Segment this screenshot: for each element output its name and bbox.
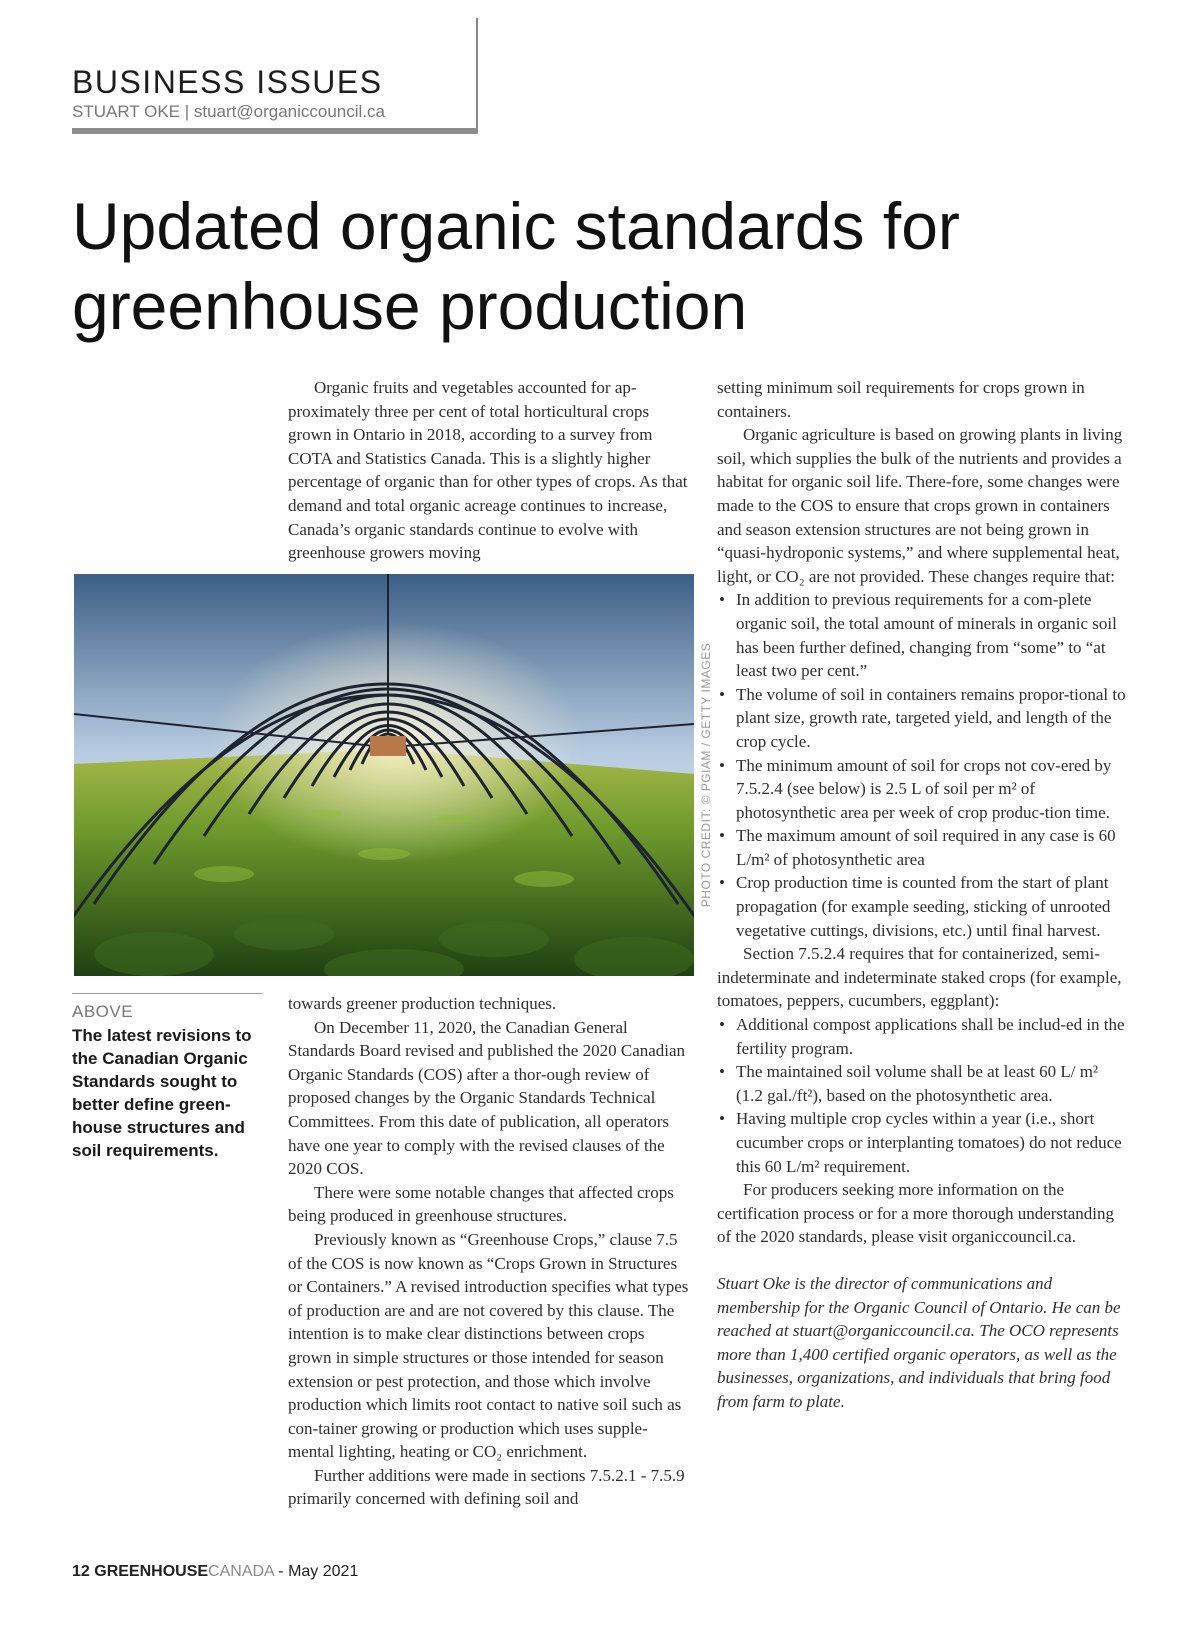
- author-bio: Stuart Oke is the director of communications and membership for the Organic Council of Ontario. He can be reached at stuart@organiccouncil.ca. The OCO represents more than 1,400 certified organic operators, as well as the businesses, organizations, and individuals that bring food from farm to plate.: [717, 1273, 1121, 1411]
- header-divider-horizontal: [72, 128, 478, 134]
- paragraph: Previously known as “Greenhouse Crops,” clause 7.5 of the COS is now known as “Crops Grown in Structures or Containers.” A revised introduction specifies what types of production are and are not covered by this clause. The intention is to make clear distinctions between crops grown in simple structures or those intended for season extension or pest protection, and those which involve production which limits root contact to native soil such as con-tainer growing or production which uses supple-mental lighting, heating or CO₂ enrichment.: [288, 1229, 689, 1462]
- paragraph: On December 11, 2020, the Canadian General Standards Board revised and published the 2020 Canadian Organic Standards (COS) after a thor-ough review of proposed changes by the Organic Standards Technical Committees. From this date of publication, all operators have one year to comply with the revised clauses of the 2020 COS.: [288, 1017, 686, 1179]
- paragraph: towards greener production techniques.: [288, 994, 557, 1013]
- caption-kicker: ABOVE: [72, 1002, 134, 1021]
- issue-date: - May 2021: [278, 1563, 359, 1580]
- caption-divider: [72, 993, 262, 994]
- article-column-3: [717, 376, 1129, 1414]
- photo-caption: The latest revisions to the Canadian Organic Standards sought to better define green-house structures and soil requirements.: [72, 1026, 252, 1160]
- list-item: • The maintained soil volume shall be at least 60 L/ m² (1.2 gal./ft²), based on the photosynthetic area.: [717, 1060, 1129, 1107]
- paragraph: Further additions were made in sections 7.5.2.1 - 7.5.9 primarily concerned with defining soil and: [288, 1465, 685, 1509]
- list-item: • Additional compost applications shall be includ-ed in the fertility program.: [717, 1013, 1129, 1060]
- paragraph: setting minimum soil requirements for crops grown in containers.: [717, 378, 1085, 421]
- list-item: • Crop production time is counted from the start of plant propagation (for example seeding, sticking of unrooted vegetative cuttings, divisions, etc.) until final harvest.: [717, 871, 1129, 942]
- section-label: BUSINESS ISSUES: [72, 64, 383, 100]
- requirements-list: [717, 588, 1129, 942]
- byline: STUART OKE | stuart@organiccouncil.ca: [72, 102, 385, 121]
- section-7524-list: [717, 1013, 1129, 1178]
- paragraph: There were some notable changes that affected crops being produced in greenhouse structures.: [288, 1182, 674, 1226]
- paragraph: Organic agriculture is based on growing plants in living soil, which supplies the bulk of the nutrients and provides a habitat for organic soil life. There-fore, some changes were made to the COS to ensure that crops grown in containers and season extension structures are not being grown in “quasi-hydroponic systems,” and where supplemental heat, light, or CO₂ are not provided. These changes require that:: [717, 425, 1123, 586]
- article-title: Updated organic standards for greenhouse production: [72, 189, 960, 343]
- photo-credit: PHOTO CREDIT: © PGIAM / GETTY IMAGES: [699, 642, 713, 908]
- list-item: • In addition to previous requirements for a com-plete organic soil, the total amount of minerals in organic soil has been further defined, changing from “some” to “at least two per cent.”: [717, 588, 1129, 682]
- article-column-2-bottom: [288, 992, 692, 1511]
- article-column-2-top: [288, 376, 692, 565]
- paragraph: For producers seeking more information on the certification process or for a more thorough understanding of the 2020 standards, please visit organiccouncil.ca.: [717, 1180, 1115, 1247]
- header-divider-vertical: [476, 18, 478, 134]
- list-item: • The maximum amount of soil required in any case is 60 L/m² of photosynthetic area: [717, 824, 1129, 871]
- paragraph: Section 7.5.2.4 requires that for containerized, semi-indeterminate and indeterminate staked crops (for example, tomatoes, peppers, cucumbers, eggplant):: [717, 944, 1122, 1011]
- publication-name-suffix: CANADA: [208, 1563, 274, 1580]
- publication-name: GREENHOUSE: [94, 1563, 209, 1580]
- page-number: 12: [72, 1563, 90, 1580]
- list-item: • Having multiple crop cycles within a year (i.e., short cucumber crops or interplanting tomatoes) do not reduce this 60 L/m² requirement.: [717, 1107, 1129, 1178]
- paragraph: Organic fruits and vegetables accounted for ap-proximately three per cent of total horticultural crops grown in Ontario in 2018, according to a survey from COTA and Statistics Canada. This is a slightly higher percentage of organic than for other types of crops. As that demand and total organic acreage continues to increase, Canada’s organic standards continue to evolve with greenhouse growers moving: [288, 378, 688, 563]
- list-item: • The minimum amount of soil for crops not cov-ered by 7.5.2.4 (see below) is 2.5 L of soil per m² of photosynthetic area per week of crop produc-tion time.: [717, 754, 1129, 825]
- page-footer: [72, 1563, 358, 1581]
- greenhouse-photo: [74, 574, 694, 976]
- list-item: • The volume of soil in containers remains propor-tional to plant size, growth rate, targeted yield, and length of the crop cycle.: [717, 683, 1129, 754]
